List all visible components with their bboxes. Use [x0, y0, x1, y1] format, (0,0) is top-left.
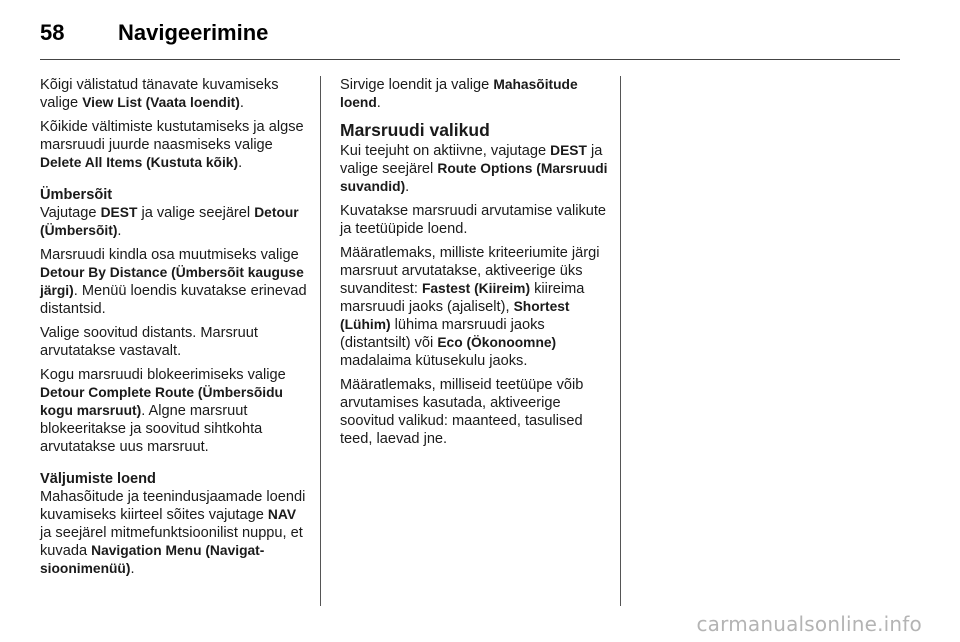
page-title: Navigeerimine	[118, 20, 269, 45]
subheading-detour: Ümbersõit	[40, 187, 113, 203]
paragraph-road-types: Määratlemaks, milliseid teetüüpe võib arvutamises kasutada, aktiveerige soovitud valikud: maanteed, tasulised teed, laevad jne.	[340, 377, 584, 447]
paragraph-route-options: Kui teejuht on aktiivne, vajutage DEST ja valige seejärel Route Options (Marsruudi suvandid).	[340, 143, 608, 195]
menu-term: Detour (Ümbersõit)	[40, 205, 299, 238]
paragraph-exit-list-select: Sirvige loendit ja valige Mahasõitude loend.	[340, 77, 578, 111]
button-term: NAV	[267, 507, 297, 522]
button-term: DEST	[550, 143, 587, 158]
paragraph-detour-complete: Kogu marsruudi blokeerimiseks valige Detour Complete Route (Ümbersõidu kogu marsruut). Algne marsruut blokeeritakse ja soovitud sihtkohta arvutatakse uus marsruut.	[40, 367, 286, 455]
column-divider-left	[320, 76, 321, 606]
paragraph-detour: Vajutage DEST ja valige seejärel Detour (Ümbersõit).	[40, 205, 299, 239]
paragraph-detour-distance: Marsruudi kindla osa muutmiseks valige Detour By Distance (Ümbersõit kauguse järgi). Menüü loendis kuvatakse erinevad distantsid.	[40, 247, 307, 317]
menu-term: Navigation Menu (Navigat-sioonimenüü)	[40, 543, 265, 576]
column-divider-right	[620, 76, 621, 606]
option-term: Shortest (Lühim)	[340, 299, 570, 332]
menu-term: View List (Vaata loendit)	[82, 95, 240, 110]
menu-term: Detour By Distance (Ümbersõit kauguse järgi)	[40, 265, 304, 298]
page-number: 58	[40, 20, 65, 45]
menu-term: Route Options (Marsruudi suvandid)	[340, 161, 608, 194]
option-term: Fastest (Kiireim)	[421, 281, 531, 296]
menu-term: Detour Complete Route (Ümbersõidu kogu marsruut)	[40, 385, 283, 418]
subheading-exit-list: Väljumiste loend	[40, 471, 156, 487]
section-title-route-options: Marsruudi valikud	[340, 120, 490, 140]
menu-term: Delete All Items (Kustuta kõik)	[40, 155, 239, 170]
paragraph-select-distance: Valige soovitud distants. Marsruut arvutatakse vastavalt.	[40, 325, 258, 359]
button-term: DEST	[100, 205, 138, 220]
paragraph-delete-all: Kõikide vältimiste kustutamiseks ja algse marsruudi juurde naasmiseks valige Delete All Items (Kustuta kõik).	[40, 119, 304, 171]
option-term: Eco (Ökonoomne)	[437, 335, 557, 350]
menu-term: Mahasõitude loend	[340, 77, 578, 110]
paragraph-route-criteria: Määratlemaks, milliste kriteeriumite järgi marsruut arvutatakse, aktiveerige üks suvanditest: Fastest (Kiireim) kiireima marsruudi jaoks (ajaliselt), Shortest (Lühim) lühima marsruudi jaoks (distantsilt) või Eco (Ökonoomne) madalaima kütusekulu jaoks.	[340, 245, 600, 369]
paragraph-route-list: Kuvatakse marsruudi arvutamise valikute ja teetüüpide loend.	[340, 203, 607, 237]
watermark: carmanualsonline.info	[696, 612, 922, 636]
paragraph-exit-list: Mahasõitude ja teenindusjaamade loendi kuvamiseks kiirteel sõites vajutage NAV ja seejärel mitmefunktsioonilist nuppu, et kuvada Navigation Menu (Navigat-sioonimenüü).	[40, 489, 306, 577]
paragraph-view-list: Kõigi välistatud tänavate kuvamiseks valige View List (Vaata loendit).	[40, 77, 279, 111]
column-right	[340, 76, 614, 454]
column-left	[40, 76, 310, 584]
header-divider	[40, 59, 900, 60]
